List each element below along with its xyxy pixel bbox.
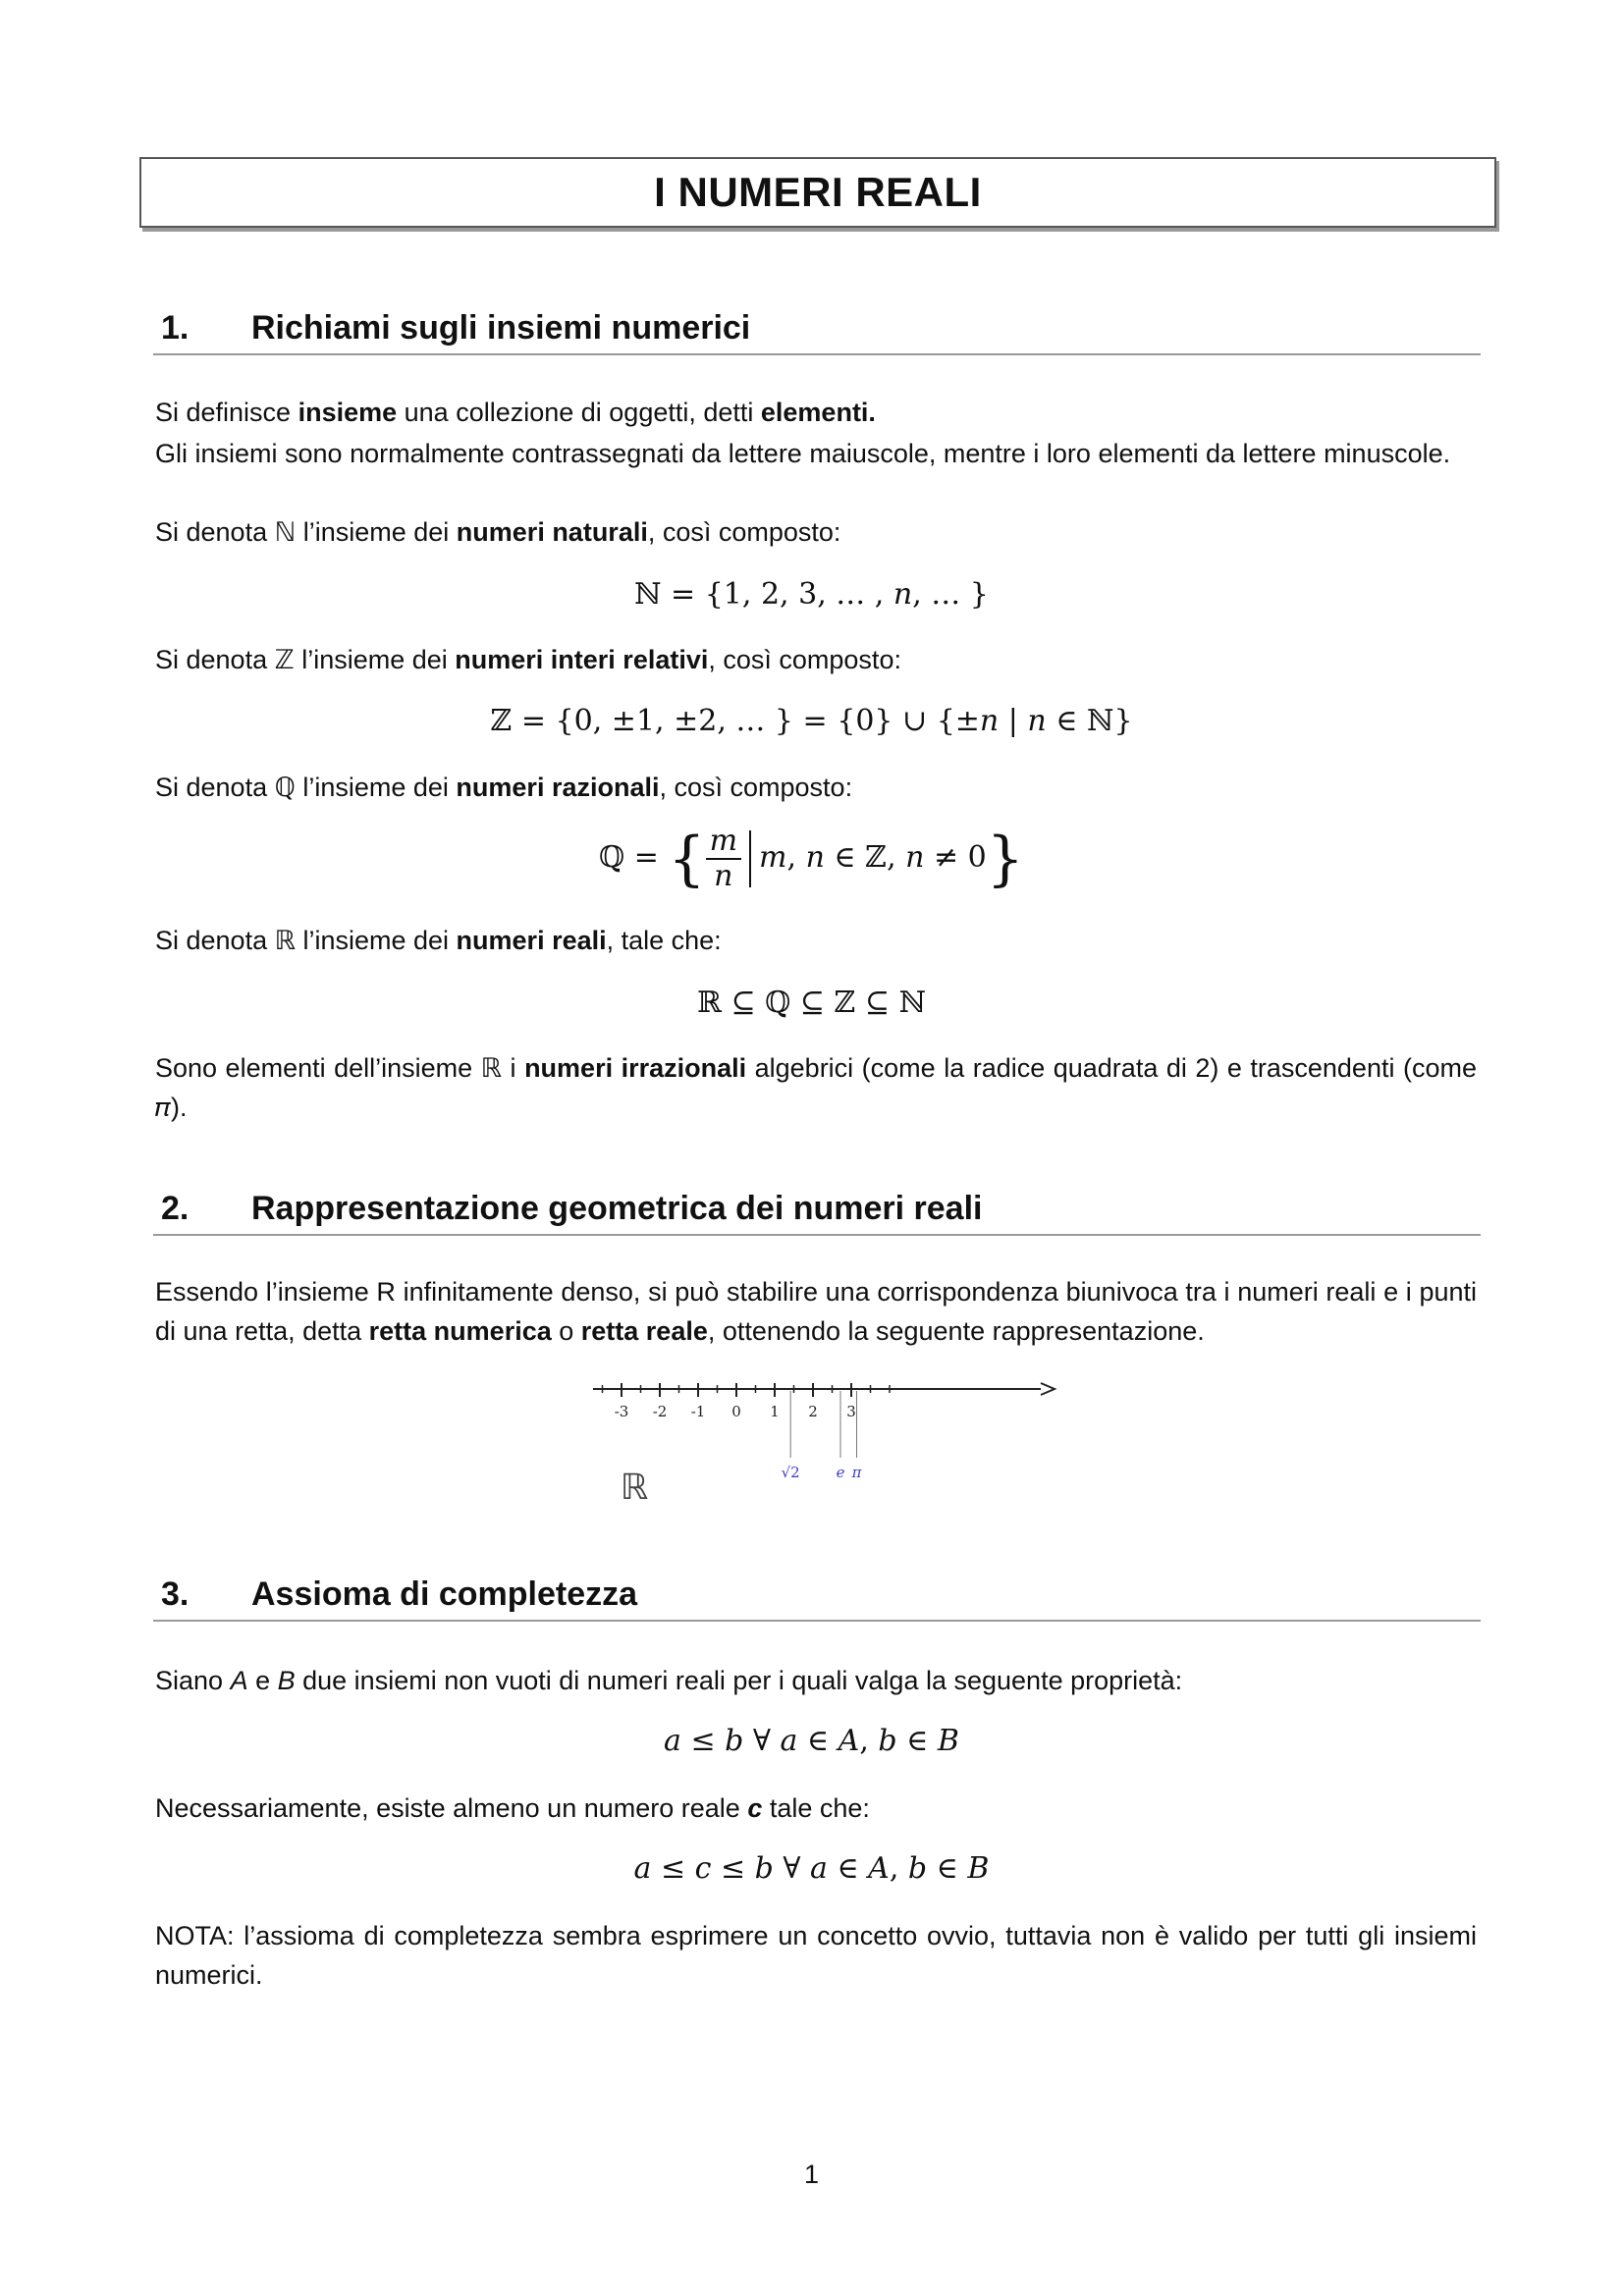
formula-integers: ℤ = {0, ±1, ±2, … } = {0} ∪ {±𝑛 | 𝑛 ∈ ℕ} bbox=[490, 704, 1133, 738]
formula-condition: 𝑚, 𝑛 ∈ ℤ, 𝑛 ≠ 0 bbox=[759, 840, 987, 875]
text: Si denota ℕ l’insieme dei bbox=[155, 517, 457, 547]
axis-arrow bbox=[1041, 1383, 1055, 1395]
number-line-figure bbox=[579, 1369, 1060, 1502]
paragraph: Gli insiemi sono normalmente contrassegnati da lettere maiuscole, mentre i loro elementi da lettere minuscole. bbox=[155, 439, 1451, 468]
bold-term: numeri naturali bbox=[456, 517, 648, 547]
text: o bbox=[551, 1316, 581, 1346]
axis-tick-label: 3 bbox=[846, 1403, 856, 1420]
paragraph bbox=[155, 1048, 1477, 1127]
text: una collezione di oggetti, detti bbox=[397, 398, 761, 427]
italic-var: c bbox=[747, 1793, 763, 1823]
mark-label: e bbox=[836, 1464, 845, 1481]
text: Si definisce bbox=[155, 398, 298, 427]
title-box bbox=[139, 157, 1496, 228]
paragraph bbox=[155, 1661, 1477, 1700]
italic-var: A bbox=[230, 1666, 248, 1695]
paragraph bbox=[155, 640, 1477, 679]
set-label: ℝ bbox=[620, 1468, 649, 1502]
fraction-numerator: m bbox=[706, 825, 741, 860]
axis-tick-label: -1 bbox=[690, 1403, 706, 1420]
section-title: Assioma di completezza bbox=[251, 1575, 638, 1613]
formula-inclusion: ℝ ⊆ ℚ ⊆ ℤ ⊆ ℕ bbox=[696, 986, 926, 1020]
paragraph bbox=[155, 768, 1477, 807]
open-brace: { bbox=[668, 825, 706, 893]
bold-term: elementi. bbox=[760, 398, 876, 427]
bold-term: numeri razionali bbox=[456, 773, 660, 802]
section-title: Rappresentazione geometrica dei numeri reali bbox=[251, 1190, 983, 1227]
axis-tick-label: 1 bbox=[770, 1403, 780, 1420]
formula-completeness: 𝑎 ≤ 𝑐 ≤ 𝑏 ∀ 𝑎 ∈ 𝐴, 𝑏 ∈ 𝐵 bbox=[633, 1851, 990, 1886]
formula-property: 𝑎 ≤ 𝑏 ∀ 𝑎 ∈ 𝐴, 𝑏 ∈ 𝐵 bbox=[664, 1724, 959, 1758]
italic-var: B bbox=[277, 1666, 296, 1695]
text: algebrici (come la radice quadrata di 2) e trascendenti (come 𝜋). bbox=[155, 1053, 1477, 1122]
text: Necessariamente, esiste almeno un numero reale bbox=[155, 1793, 748, 1823]
text: Si denota ℚ l’insieme dei bbox=[155, 773, 457, 802]
page-number: 1 bbox=[803, 2160, 820, 2189]
text: e bbox=[247, 1666, 278, 1695]
axis-tick-label: 0 bbox=[731, 1403, 741, 1420]
paragraph bbox=[155, 512, 1477, 552]
text: , così composto: bbox=[647, 517, 841, 547]
note-paragraph: NOTA: l’assioma di completezza sembra esprimere un concetto ovvio, tuttavia non è valido per tutti gli insiemi numerici. bbox=[155, 1921, 1477, 1990]
text: Si denota ℤ l’insieme dei bbox=[155, 645, 456, 674]
section-number: 3. bbox=[161, 1575, 189, 1613]
section-number: 2. bbox=[161, 1190, 189, 1227]
text: due insiemi non vuoti di numeri reali per i quali valga la seguente proprietà: bbox=[295, 1666, 1183, 1695]
text: , tale che: bbox=[606, 926, 722, 955]
set-bar bbox=[749, 830, 751, 887]
paragraph bbox=[155, 1789, 1477, 1828]
formula-naturals: ℕ = {1, 2, 3, … , 𝑛, … } bbox=[634, 577, 989, 612]
mark-label: π bbox=[851, 1464, 862, 1481]
axis-tick-label: 2 bbox=[808, 1403, 818, 1420]
text: , ottenendo la seguente rappresentazione. bbox=[707, 1316, 1205, 1346]
section-1-heading bbox=[153, 309, 1481, 355]
section-3-heading bbox=[153, 1575, 1481, 1622]
bold-term: retta numerica bbox=[368, 1316, 552, 1346]
mark-label: √2 bbox=[781, 1464, 800, 1481]
section-number: 1. bbox=[161, 309, 189, 347]
page-title: I NUMERI REALI bbox=[654, 169, 982, 215]
text: , così composto: bbox=[708, 645, 901, 674]
fraction bbox=[706, 825, 741, 893]
paragraph bbox=[155, 921, 1477, 960]
text: , così composto: bbox=[659, 773, 853, 802]
section-title: Richiami sugli insiemi numerici bbox=[251, 309, 751, 347]
fraction-denominator: n bbox=[714, 859, 733, 893]
axis-tick-label: -2 bbox=[652, 1403, 668, 1420]
text: Si denota ℝ l’insieme dei bbox=[155, 926, 457, 955]
bold-term: retta reale bbox=[580, 1316, 708, 1346]
paragraph bbox=[155, 1272, 1477, 1351]
paragraph bbox=[155, 393, 1477, 432]
close-brace: } bbox=[986, 825, 1024, 893]
formula-rationals bbox=[0, 825, 1623, 893]
text: Sono elementi dell’insieme ℝ i bbox=[155, 1053, 525, 1083]
text: tale che: bbox=[762, 1793, 870, 1823]
formula-lhs: ℚ = bbox=[599, 840, 659, 875]
bold-term: numeri irrazionali bbox=[524, 1053, 747, 1083]
text: Essendo l’insieme R infinitamente denso, si può stabilire una corrispondenza biunivoca tra i numeri reali e i punti di una retta, detta bbox=[155, 1277, 1477, 1346]
bold-term: numeri reali bbox=[456, 926, 607, 955]
axis-tick-label: -3 bbox=[614, 1403, 629, 1420]
bold-term: insieme bbox=[298, 398, 398, 427]
section-2-heading bbox=[153, 1190, 1481, 1236]
bold-term: numeri interi relativi bbox=[455, 645, 709, 674]
text: Siano bbox=[155, 1666, 231, 1695]
